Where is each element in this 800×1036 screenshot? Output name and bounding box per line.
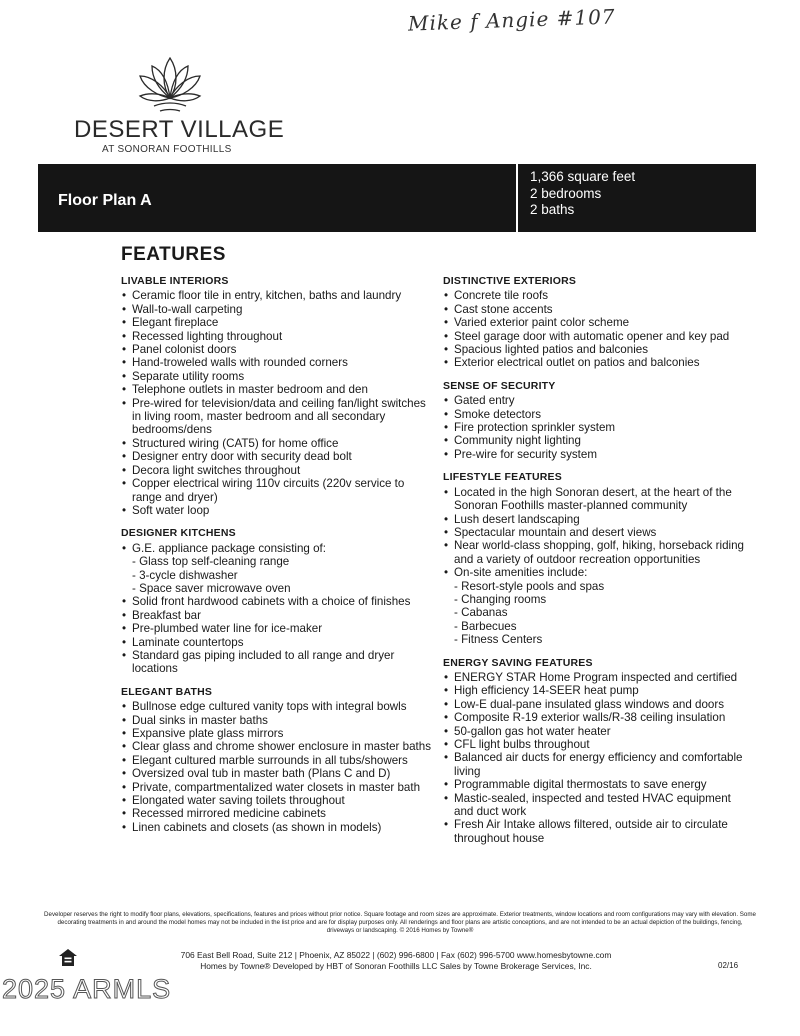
banner-divider xyxy=(516,164,518,232)
feature-section xyxy=(443,471,753,646)
feature-item: - Fitness Centers xyxy=(454,633,543,647)
feature-list xyxy=(443,289,753,369)
feature-item: • Elongated water saving toilets throughout xyxy=(121,794,431,807)
feature-item: • Soft water loop xyxy=(121,504,431,517)
footer-date: 02/16 xyxy=(718,961,739,970)
feature-item: • Pre-wire for security system xyxy=(443,448,753,461)
feature-section xyxy=(443,657,753,846)
plan-specs xyxy=(530,169,635,219)
feature-item: • Fire protection sprinkler system xyxy=(443,421,753,434)
feature-item: • Oversized oval tub in master bath (Plans C and D) xyxy=(121,767,431,780)
brand-subtitle: AT SONORAN FOOTHILLS xyxy=(102,144,232,155)
plan-square-feet: 1,366 square feet xyxy=(530,169,636,184)
feature-section xyxy=(121,275,431,517)
section-heading: LIFESTYLE FEATURES xyxy=(443,471,562,484)
footer-contact xyxy=(136,950,656,972)
feature-list xyxy=(121,542,431,676)
feature-item: • Expansive plate glass mirrors xyxy=(121,727,431,740)
feature-item: • Ceramic floor tile in entry, kitchen, baths and laundry xyxy=(121,289,431,302)
feature-item: • Smoke detectors xyxy=(443,408,753,421)
feature-item: • CFL light bulbs throughout xyxy=(443,738,753,751)
feature-item: • Standard gas piping included to all range and dryer locations xyxy=(121,649,431,676)
plan-banner xyxy=(38,164,756,232)
feature-item: • Recessed mirrored medicine cabinets xyxy=(121,807,431,820)
footer-address: 706 East Bell Road, Suite 212 | Phoenix, AZ 85022 | (602) 996-6800 | Fax (602) 996-5700 www.homesbytowne.com xyxy=(180,950,612,960)
section-heading: ENERGY SAVING FEATURES xyxy=(443,656,593,669)
watermark: 2025 ARMLS xyxy=(2,974,172,1004)
handwritten-note: Mike f Angie #107 xyxy=(407,4,616,36)
feature-item: • Hand-troweled walls with rounded corners xyxy=(121,356,431,369)
footer-credits: Homes by Towne® Developed by HBT of Sonoran Foothills LLC Sales by Towne Brokerage Services, Inc. xyxy=(200,961,592,971)
feature-item: • Designer entry door with security dead bolt xyxy=(121,450,431,463)
feature-item: - Cabanas xyxy=(454,606,508,620)
lotus-logo-icon xyxy=(134,52,206,116)
feature-item: • Panel colonist doors xyxy=(121,343,431,356)
features-left-column xyxy=(121,275,431,844)
feature-item: • Spectacular mountain and desert views xyxy=(443,526,753,539)
feature-list xyxy=(443,486,753,647)
feature-item: • Steel garage door with automatic opener and key pad xyxy=(443,330,753,343)
feature-item: • Elegant fireplace xyxy=(121,316,431,329)
section-heading: DESIGNER KITCHENS xyxy=(121,527,236,540)
feature-item: • Gated entry xyxy=(443,394,753,407)
feature-item: - Glass top self-cleaning range xyxy=(132,555,290,569)
feature-section xyxy=(121,686,431,834)
feature-item: • Elegant cultured marble surrounds in all tubs/showers xyxy=(121,754,431,767)
feature-item: - Changing rooms xyxy=(454,592,547,606)
feature-list xyxy=(121,700,431,834)
feature-item: • Structured wiring (CAT5) for home office xyxy=(121,437,431,450)
feature-item: • Decora light switches throughout xyxy=(121,464,431,477)
feature-item: - Resort-style pools and spas xyxy=(454,579,605,593)
feature-list xyxy=(443,394,753,461)
feature-item: • Private, compartmentalized water closets in master bath xyxy=(121,781,431,794)
section-heading: SENSE OF SECURITY xyxy=(443,379,556,392)
plan-bedrooms: 2 bedrooms xyxy=(530,185,602,201)
feature-item: • Bullnose edge cultured vanity tops with integral bowls xyxy=(121,700,431,713)
feature-item: • Programmable digital thermostats to save energy xyxy=(443,778,753,791)
feature-item: • Recessed lighting throughout xyxy=(121,330,431,343)
feature-section xyxy=(443,275,753,370)
plan-baths: 2 baths xyxy=(530,202,575,217)
feature-item: • Community night lighting xyxy=(443,434,753,447)
feature-section xyxy=(443,380,753,461)
section-heading: ELEGANT BATHS xyxy=(121,685,213,698)
feature-item: - 3-cycle dishwasher xyxy=(132,568,238,582)
feature-item: • Solid front hardwood cabinets with a choice of finishes xyxy=(121,595,431,608)
legal-disclaimer: Developer reserves the right to modify floor plans, elevations, specifications, features and prices without prior notice. Square footage and room sizes are approximate. Exterior treatments, window locations and room configurations may vary with elevation. Some decorating treatments in and around the model homes may not be included in the list price and are for display purposes only. All renderings and floor plans are artistic conceptions, and are not intended to be an actual depiction of the buildings, fencing, driveways or landscaping. © 2016 Homes by Towne® xyxy=(44,911,756,934)
feature-item: • Pre-wired for television/data and ceiling fan/light switches in living room, master bedroom and all secondary bedrooms/dens xyxy=(121,397,431,437)
feature-item: • Linen cabinets and closets (as shown in models) xyxy=(121,821,431,834)
feature-item: - Space saver microwave oven xyxy=(132,581,291,595)
feature-item: • Telephone outlets in master bedroom and den xyxy=(121,383,431,396)
section-heading: DISTINCTIVE EXTERIORS xyxy=(443,275,577,287)
feature-item: • High efficiency 14-SEER heat pump xyxy=(443,684,753,697)
feature-item: • Lush desert landscaping xyxy=(443,513,753,526)
feature-item: • Composite R-19 exterior walls/R-38 ceiling insulation xyxy=(443,711,753,724)
feature-list xyxy=(443,671,753,845)
feature-section xyxy=(121,527,431,675)
feature-item: • Concrete tile roofs xyxy=(443,289,753,302)
feature-item: • Near world-class shopping, golf, hiking, horseback riding and a variety of outdoor recreation opportunities xyxy=(443,539,753,566)
feature-item: • Exterior electrical outlet on patios and balconies xyxy=(443,356,753,369)
feature-item: • G.E. appliance package consisting of: xyxy=(121,542,431,555)
feature-item: • Dual sinks in master baths xyxy=(121,714,431,727)
feature-item: • Spacious lighted patios and balconies xyxy=(443,343,753,356)
feature-item: • Wall-to-wall carpeting xyxy=(121,303,431,316)
feature-item: • Pre-plumbed water line for ice-maker xyxy=(121,622,431,635)
feature-item: • 50-gallon gas hot water heater xyxy=(443,725,753,738)
feature-item: • Breakfast bar xyxy=(121,609,431,622)
features-title: FEATURES xyxy=(121,244,226,265)
feature-item: • Clear glass and chrome shower enclosure in master baths xyxy=(121,740,431,753)
equal-housing-icon xyxy=(58,948,78,968)
feature-item: • Mastic-sealed, inspected and tested HVAC equipment and duct work xyxy=(443,792,753,819)
feature-item: • Laminate countertops xyxy=(121,636,431,649)
feature-item: • Low-E dual-pane insulated glass windows and doors xyxy=(443,698,753,711)
feature-item: • Balanced air ducts for energy efficiency and comfortable living xyxy=(443,751,753,778)
feature-item: • Cast stone accents xyxy=(443,303,753,316)
features-right-column xyxy=(443,275,753,855)
plan-name: Floor Plan A xyxy=(58,192,152,209)
feature-item: • Located in the high Sonoran desert, at the heart of the Sonoran Foothills master-planned community xyxy=(443,486,753,513)
feature-item: • Copper electrical wiring 110v circuits (220v service to range and dryer) xyxy=(121,477,431,504)
feature-item: • Varied exterior paint color scheme xyxy=(443,316,753,329)
feature-item: • Fresh Air Intake allows filtered, outside air to circulate throughout house xyxy=(443,818,753,845)
feature-item: • On-site amenities include: xyxy=(443,566,753,579)
feature-list xyxy=(121,289,431,517)
feature-item: • ENERGY STAR Home Program inspected and certified xyxy=(443,671,753,684)
section-heading: LIVABLE INTERIORS xyxy=(121,275,229,287)
feature-item: - Barbecues xyxy=(454,619,517,633)
feature-item: • Separate utility rooms xyxy=(121,370,431,383)
brand-name: DESERT VILLAGE xyxy=(74,116,285,143)
